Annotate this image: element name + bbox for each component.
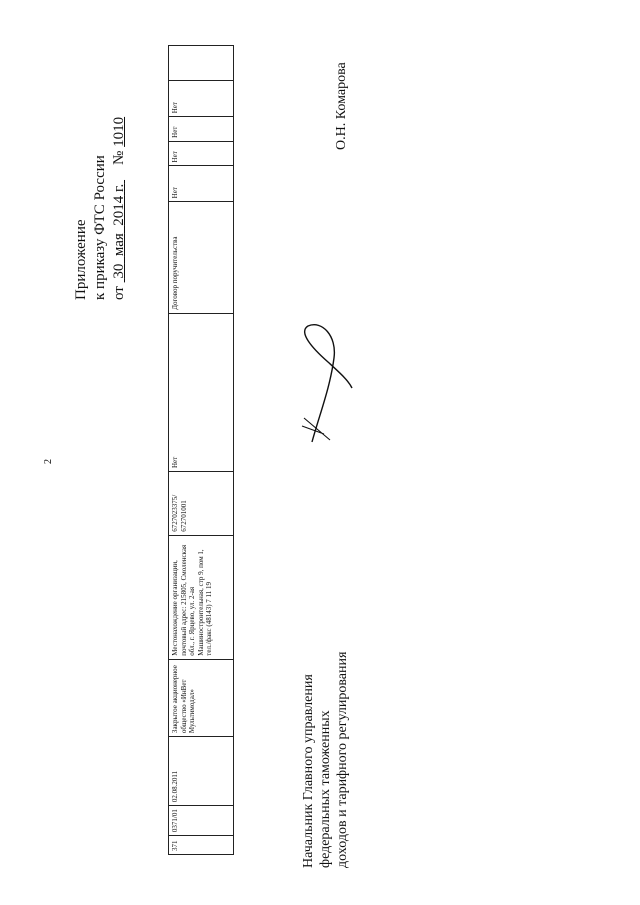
cell-date: 02.08.2011 — [169, 737, 234, 806]
cell-col13 — [169, 46, 234, 81]
cell-col11: Нет — [169, 117, 234, 142]
appendix-header — [72, 117, 129, 300]
cell-col10: Нет — [169, 141, 234, 166]
registry-table — [168, 45, 234, 855]
cell-col12: Нет — [169, 81, 234, 117]
cell-index: 371 — [169, 836, 234, 855]
order-day: 30 мая 2014 г. — [111, 183, 127, 279]
cell-guarantee: Договор поручительства — [169, 202, 234, 313]
cell-col9: Нет — [169, 166, 234, 202]
cell-company: Закрытое акционерное общество «ИнВет Мультимодал» — [169, 659, 234, 736]
handwritten-signature — [290, 318, 360, 448]
signatory-title: Начальник Главного управления федеральных таможенных доходов и тарифного регулирования — [301, 651, 350, 868]
appendix-date-line: от 30 мая 2014 г. № 1010 — [111, 116, 127, 300]
order-number: 1010 — [111, 116, 127, 147]
appendix-title: Приложение — [73, 219, 89, 300]
cell-inn: 6727023375/ 672701001 — [169, 472, 234, 536]
appendix-order: к приказу ФТС России — [92, 155, 108, 300]
table-row — [169, 46, 234, 855]
signatory-name: О.Н. Комарова — [334, 62, 349, 150]
cell-col7: Нет — [169, 313, 234, 471]
cell-address: Местонахождение организации, почтовый адрес: 215805, Смоленская обл., г. Ярцево, ул. 2-ая Машиностроительная, стр 9, пом 1, тел./факс (48143) 7 11 19 — [169, 535, 234, 659]
cell-reg-number: 0371/01 — [169, 806, 234, 836]
page-number: 2 — [43, 459, 54, 464]
